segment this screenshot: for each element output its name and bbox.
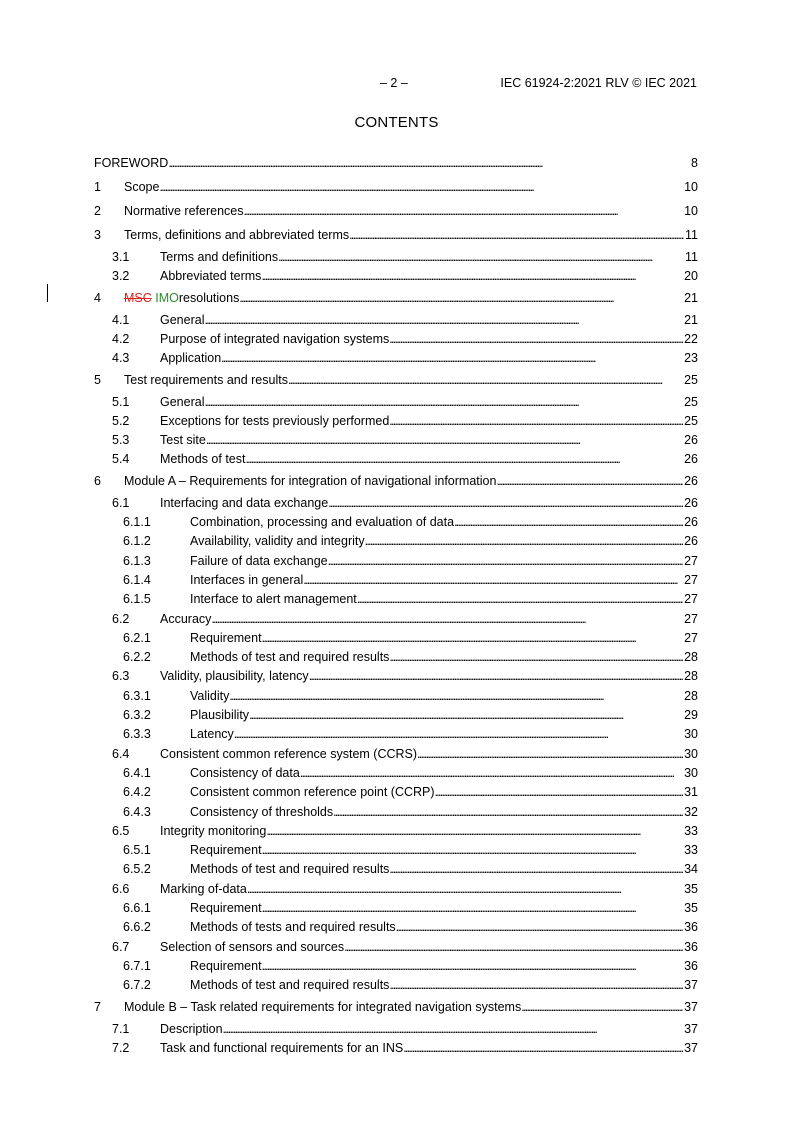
dot-leader bbox=[333, 805, 683, 819]
dot-leader bbox=[417, 747, 683, 761]
dot-leader bbox=[389, 862, 683, 876]
toc-entry[interactable] bbox=[94, 373, 698, 389]
toc-entry-page: 10 bbox=[684, 204, 698, 218]
toc-entry-number: 6.5.1 bbox=[123, 843, 151, 858]
toc-entry-title-line bbox=[124, 291, 683, 305]
toc-entry[interactable] bbox=[94, 650, 698, 666]
toc-entry-title: Integrity monitoring bbox=[160, 823, 267, 838]
toc-entry-title: Failure of data exchange bbox=[190, 553, 328, 568]
toc-entry-title: Methods of test and required results bbox=[190, 978, 390, 993]
toc-entry-page: 37 bbox=[684, 1040, 698, 1055]
toc-entry[interactable] bbox=[94, 766, 698, 782]
toc-entry-page: 25 bbox=[684, 413, 698, 428]
toc-entry-number: 5 bbox=[94, 372, 101, 387]
toc-entry-title: Methods of test and required results bbox=[190, 862, 390, 877]
toc-entry-title: General bbox=[160, 312, 205, 327]
toc-entry[interactable] bbox=[94, 414, 698, 430]
dot-leader bbox=[229, 689, 683, 703]
toc-entry-title: Latency bbox=[190, 727, 234, 742]
toc-entry-title-line bbox=[190, 805, 683, 819]
toc-entry-title-line bbox=[160, 414, 683, 428]
toc-entry[interactable] bbox=[94, 978, 698, 994]
dot-leader bbox=[204, 395, 683, 409]
toc-entry[interactable] bbox=[94, 395, 698, 411]
dot-leader bbox=[245, 452, 683, 466]
toc-entry[interactable] bbox=[94, 496, 698, 512]
toc-entry-title: Consistency of thresholds bbox=[190, 804, 334, 819]
toc-entry-title-line bbox=[190, 766, 683, 780]
dot-leader bbox=[300, 766, 683, 780]
toc-entry-page: 27 bbox=[684, 630, 698, 645]
toc-entry-title-line bbox=[160, 747, 683, 761]
toc-entry-title-line bbox=[190, 901, 683, 915]
toc-entry[interactable] bbox=[94, 805, 698, 821]
toc-entry[interactable] bbox=[94, 689, 698, 705]
toc-entry-page: 30 bbox=[684, 765, 698, 780]
toc-entry-number: 2 bbox=[94, 204, 101, 218]
toc-entry-title: Consistency of data bbox=[190, 765, 300, 780]
toc-entry-page: 27 bbox=[684, 572, 698, 587]
toc-entry-title-line bbox=[160, 612, 683, 626]
toc-entry-page: 27 bbox=[684, 611, 698, 626]
toc-entry-title: Application bbox=[160, 351, 222, 366]
toc-entry-number: 4.2 bbox=[112, 331, 130, 346]
toc-entry[interactable] bbox=[94, 747, 698, 763]
toc-entry-number: 5.3 bbox=[112, 433, 130, 448]
toc-entry-title-line bbox=[160, 882, 683, 896]
dot-leader bbox=[261, 269, 683, 283]
toc-entry[interactable] bbox=[94, 1041, 698, 1057]
dot-leader bbox=[211, 612, 683, 626]
toc-entry-title-line bbox=[190, 534, 683, 548]
toc-entry-page: 21 bbox=[684, 312, 698, 327]
toc-entry-title: Methods of test and required results bbox=[190, 650, 390, 665]
toc-entry-page: 26 bbox=[684, 433, 698, 448]
toc-entry-number: 7 bbox=[94, 999, 101, 1014]
toc-entry[interactable] bbox=[94, 291, 698, 307]
toc-entry-title-line bbox=[94, 156, 690, 170]
toc-entry-title: Accuracy bbox=[160, 611, 212, 626]
toc-entry-title-line bbox=[160, 496, 683, 510]
toc-entry-title: Module B – Task related requirements for integrated navigation systems bbox=[124, 999, 522, 1014]
toc-entry[interactable] bbox=[94, 940, 698, 956]
toc-entry-number: 3.1 bbox=[112, 250, 130, 264]
dot-leader bbox=[239, 291, 683, 305]
dot-leader bbox=[249, 708, 683, 722]
dot-leader bbox=[288, 373, 683, 387]
toc-entry-page: 33 bbox=[684, 823, 698, 838]
toc-entry-title-line bbox=[124, 180, 683, 194]
dot-leader bbox=[204, 313, 683, 327]
toc-entry-title-line bbox=[190, 727, 683, 741]
toc-entry-number: 6.7.1 bbox=[123, 958, 151, 973]
toc-entry-page: 25 bbox=[684, 394, 698, 409]
toc-entry[interactable] bbox=[94, 554, 698, 570]
toc-entry-page: 26 bbox=[684, 534, 698, 549]
toc-entry-number: 6.1 bbox=[112, 495, 130, 510]
toc-entry[interactable] bbox=[94, 882, 698, 898]
toc-entry-title: Requirement bbox=[190, 958, 262, 973]
toc-entry[interactable] bbox=[94, 250, 698, 266]
toc-entry-number: 6.4.2 bbox=[123, 785, 151, 800]
dot-leader bbox=[496, 474, 683, 488]
toc-entry[interactable] bbox=[94, 332, 698, 348]
toc-entry-title: Terms, definitions and abbreviated terms bbox=[124, 228, 350, 242]
toc-entry-page: 30 bbox=[684, 727, 698, 742]
toc-entry-title-line bbox=[190, 631, 683, 645]
toc-entry-title: Combination, processing and evaluation of data bbox=[190, 515, 455, 529]
toc-entry-number: 6.7 bbox=[112, 939, 130, 954]
toc-entry[interactable] bbox=[94, 669, 698, 685]
toc-entry[interactable] bbox=[94, 433, 698, 449]
toc-entry-page: 21 bbox=[684, 290, 698, 305]
toc-entry-number: 5.1 bbox=[112, 394, 130, 409]
toc-entry-title-line bbox=[190, 573, 683, 587]
dot-leader bbox=[403, 1041, 683, 1055]
toc-entry-page: 34 bbox=[684, 862, 698, 877]
toc-entry-number: 7.1 bbox=[112, 1021, 130, 1036]
toc-entry[interactable] bbox=[94, 204, 698, 220]
toc-entry-title: General bbox=[160, 394, 205, 409]
dot-leader bbox=[328, 496, 683, 510]
toc-entry-page: 30 bbox=[684, 746, 698, 761]
toc-entry-page: 8 bbox=[691, 156, 698, 170]
toc-entry-number: 6.1.1 bbox=[123, 515, 151, 529]
toc-entry-number: 6.2.2 bbox=[123, 650, 151, 665]
dot-leader bbox=[309, 669, 683, 683]
toc-entry-title-line bbox=[160, 824, 683, 838]
toc-entry-page: 11 bbox=[685, 228, 698, 242]
deleted-text: MSC bbox=[124, 290, 152, 305]
dot-leader bbox=[262, 843, 684, 857]
dot-leader bbox=[349, 228, 684, 242]
toc-entry[interactable] bbox=[94, 1000, 698, 1016]
toc-entry-number: 3.2 bbox=[112, 269, 130, 284]
toc-entry-number: 6.3 bbox=[112, 669, 130, 684]
toc-entry-title: Requirement bbox=[190, 901, 262, 915]
toc-entry[interactable] bbox=[94, 1022, 698, 1038]
toc-entry-title-line bbox=[190, 554, 683, 568]
toc-entry-title-line bbox=[190, 650, 683, 664]
dot-leader bbox=[206, 433, 683, 447]
toc-entry-number: 6.6.1 bbox=[123, 901, 151, 915]
toc-entry-title: Description bbox=[160, 1021, 223, 1036]
toc-entry-title: Purpose of integrated navigation systems bbox=[160, 331, 390, 346]
page-title: CONTENTS bbox=[354, 114, 439, 131]
dot-leader bbox=[521, 1000, 683, 1014]
toc-entry-page: 32 bbox=[684, 804, 698, 819]
toc-entry-title: FOREWORD bbox=[94, 156, 169, 170]
dot-leader bbox=[247, 882, 683, 896]
dot-leader bbox=[262, 631, 684, 645]
toc-entry-title-line bbox=[190, 785, 683, 799]
toc-entry-title-line bbox=[190, 862, 683, 876]
toc-entry-page: 26 bbox=[684, 515, 698, 529]
toc-entry-title: Validity bbox=[190, 688, 230, 703]
toc-entry-title: Consistent common reference system (CCRS) bbox=[160, 746, 418, 761]
toc-entry-title: Consistent common reference point (CCRP) bbox=[190, 785, 435, 800]
toc-entry-number: 6.5.2 bbox=[123, 862, 151, 877]
toc-entry[interactable] bbox=[94, 843, 698, 859]
toc-entry[interactable] bbox=[94, 452, 698, 468]
dot-leader bbox=[168, 156, 690, 170]
toc-entry-page: 23 bbox=[684, 351, 698, 366]
dot-leader bbox=[357, 592, 683, 606]
toc-entry-page: 35 bbox=[684, 881, 698, 896]
toc-entry-number: 5.4 bbox=[112, 452, 130, 467]
page-number: – 2 – bbox=[380, 76, 408, 90]
toc-entry-number: 1 bbox=[94, 180, 101, 194]
toc-entry-page: 29 bbox=[684, 708, 698, 722]
dot-leader bbox=[328, 554, 684, 568]
toc-entry-page: 37 bbox=[684, 999, 698, 1014]
toc-entry[interactable] bbox=[94, 824, 698, 840]
toc-entry-title: Validity, plausibility, latency bbox=[160, 669, 309, 684]
toc-entry-title: Interfaces in general bbox=[190, 572, 304, 587]
toc-entry-title: Selection of sensors and sources bbox=[160, 939, 345, 954]
dot-leader bbox=[262, 901, 684, 915]
dot-leader bbox=[344, 940, 683, 954]
toc-entry[interactable] bbox=[94, 612, 698, 628]
toc-entry[interactable] bbox=[94, 474, 698, 490]
toc-entry-number: 6.2.1 bbox=[123, 630, 151, 645]
inserted-text: IMO bbox=[155, 290, 179, 305]
toc-entry-title: Task and functional requirements for an INS bbox=[160, 1040, 404, 1055]
toc-entry-number: 6.6.2 bbox=[123, 920, 151, 935]
toc-entry-title: Methods of test bbox=[160, 452, 246, 467]
toc-entry[interactable] bbox=[94, 313, 698, 329]
toc-entry-page: 11 bbox=[685, 250, 698, 264]
toc-entry-page: 27 bbox=[684, 553, 698, 568]
toc-entry-page: 36 bbox=[684, 939, 698, 954]
toc-entry-number: 6 bbox=[94, 473, 101, 488]
toc-entry-page: 22 bbox=[684, 331, 698, 346]
toc-entry-title: Exceptions for tests previously performed bbox=[160, 413, 390, 428]
toc-entry-title: Plausibility bbox=[190, 708, 250, 722]
toc-entry-title: Abbreviated terms bbox=[160, 269, 262, 284]
toc-entry-page: 36 bbox=[684, 958, 698, 973]
toc-entry[interactable] bbox=[94, 708, 698, 724]
toc-entry[interactable] bbox=[94, 573, 698, 589]
toc-entry-number: 6.6 bbox=[112, 881, 130, 896]
toc-entry-page: 28 bbox=[684, 688, 698, 703]
toc-entry-number: 6.1.2 bbox=[123, 534, 151, 549]
toc-entry[interactable] bbox=[94, 920, 698, 936]
toc-entry-number: 6.4 bbox=[112, 746, 130, 761]
dot-leader bbox=[389, 332, 683, 346]
toc-entry-page: 20 bbox=[684, 269, 698, 284]
dot-leader bbox=[396, 920, 683, 934]
toc-entry-number: 4.1 bbox=[112, 312, 130, 327]
dot-leader bbox=[159, 180, 683, 194]
toc-entry-page: 26 bbox=[684, 473, 698, 488]
toc-entry-title-line bbox=[124, 1000, 683, 1014]
toc-entry-number: 6.3.3 bbox=[123, 727, 151, 742]
toc-entry-title-line bbox=[160, 433, 683, 447]
toc-entry-number: 6.4.3 bbox=[123, 804, 151, 819]
toc-entry-title-line bbox=[124, 228, 684, 242]
toc-entry-title-line bbox=[190, 689, 683, 703]
toc-entry-title: Methods of tests and required results bbox=[190, 920, 396, 935]
toc-entry-title-line bbox=[160, 250, 684, 264]
toc-entry-title-line bbox=[160, 351, 683, 365]
toc-entry-title: Requirement bbox=[190, 630, 262, 645]
toc-entry-page: 28 bbox=[684, 669, 698, 684]
dot-leader bbox=[454, 515, 683, 529]
toc-entry-page: 26 bbox=[684, 495, 698, 510]
toc-entry-title-line bbox=[160, 940, 683, 954]
dot-leader bbox=[435, 785, 684, 799]
dot-leader bbox=[303, 573, 683, 587]
toc-entry-number: 6.2 bbox=[112, 611, 130, 626]
toc-entry-title: Terms and definitions bbox=[160, 250, 279, 264]
toc-entry-number: 3 bbox=[94, 228, 101, 242]
toc-entry[interactable] bbox=[94, 959, 698, 975]
page-header bbox=[0, 76, 793, 92]
toc-entry-number: 6.4.1 bbox=[123, 765, 151, 780]
revision-change-bar bbox=[47, 284, 48, 302]
toc-entry[interactable] bbox=[94, 631, 698, 647]
toc-entry-page: 25 bbox=[684, 372, 698, 387]
toc-entry[interactable] bbox=[94, 228, 698, 244]
toc-entry-title: Requirement bbox=[190, 843, 262, 858]
toc-entry-title-line bbox=[190, 843, 683, 857]
dot-leader bbox=[389, 978, 683, 992]
toc-entry-title: Test site bbox=[160, 433, 206, 448]
toc-entry-title: Module A – Requirements for integration of navigational information bbox=[124, 473, 497, 488]
toc-entry-title-line bbox=[190, 978, 683, 992]
toc-entry-number: 5.2 bbox=[112, 413, 130, 428]
toc-entry-title-line bbox=[160, 332, 683, 346]
toc-entry-title: Scope bbox=[124, 180, 160, 194]
dot-leader bbox=[389, 414, 683, 428]
toc-entry-title-line bbox=[160, 452, 683, 466]
dot-leader bbox=[266, 824, 683, 838]
dot-leader bbox=[389, 650, 683, 664]
toc-entry-title-line bbox=[190, 592, 683, 606]
toc-entry-number: 6.3.1 bbox=[123, 688, 151, 703]
toc-entry-page: 27 bbox=[684, 592, 698, 607]
toc-entry-title: resolutions bbox=[178, 290, 240, 305]
toc-entry-page: 36 bbox=[684, 920, 698, 935]
dot-leader bbox=[221, 351, 683, 365]
toc-entry-page: 33 bbox=[684, 843, 698, 858]
toc-entry[interactable] bbox=[94, 156, 698, 172]
toc-entry[interactable] bbox=[94, 901, 698, 917]
toc-entry-title-line bbox=[124, 204, 683, 218]
toc-entry[interactable] bbox=[94, 534, 698, 550]
toc-entry-page: 31 bbox=[684, 785, 698, 800]
toc-entry-number: 4.3 bbox=[112, 351, 130, 366]
toc-entry-title: Availability, validity and integrity bbox=[190, 534, 365, 549]
toc-entry-title-line bbox=[160, 669, 683, 683]
toc-entry[interactable] bbox=[94, 351, 698, 367]
toc-entry-number: 6.3.2 bbox=[123, 708, 151, 722]
toc-entry[interactable] bbox=[94, 727, 698, 743]
toc-entry-title: Test requirements and results bbox=[124, 372, 288, 387]
toc-entry-number: 7.2 bbox=[112, 1040, 130, 1055]
toc-entry-page: 26 bbox=[684, 452, 698, 467]
toc-entry-page: 37 bbox=[684, 978, 698, 993]
toc-entry[interactable] bbox=[94, 785, 698, 801]
toc-entry-title: Marking of-data bbox=[160, 881, 247, 896]
toc-entry-number: 6.1.4 bbox=[123, 572, 151, 587]
dot-leader bbox=[278, 250, 684, 264]
toc-entry-page: 37 bbox=[684, 1021, 698, 1036]
toc-entry-title-line bbox=[190, 920, 683, 934]
toc-entry[interactable] bbox=[94, 180, 698, 196]
toc-entry-page: 35 bbox=[684, 901, 698, 915]
toc-entry-number: 6.7.2 bbox=[123, 978, 151, 993]
toc-entry-title-line bbox=[160, 313, 683, 327]
dot-leader bbox=[223, 1022, 684, 1036]
dot-leader bbox=[244, 204, 684, 218]
toc-entry-title-line bbox=[124, 474, 683, 488]
toc-entry-title-line bbox=[160, 395, 683, 409]
toc-entry-title: Interfacing and data exchange bbox=[160, 495, 329, 510]
toc-entry-title-line bbox=[190, 959, 683, 973]
document-id: IEC 61924-2:2021 RLV © IEC 2021 bbox=[500, 76, 697, 90]
toc-entry-title-line bbox=[124, 373, 683, 387]
toc-entry-title: Normative references bbox=[124, 204, 244, 218]
toc-entry-number: 6.1.3 bbox=[123, 553, 151, 568]
toc-entry-number: 6.5 bbox=[112, 823, 130, 838]
toc-entry-title-line bbox=[190, 515, 683, 529]
toc-entry-title-line bbox=[160, 1041, 683, 1055]
dot-leader bbox=[262, 959, 684, 973]
toc-entry-title-line bbox=[190, 708, 683, 722]
toc-entry-page: 10 bbox=[684, 180, 698, 194]
dot-leader bbox=[234, 727, 683, 741]
toc-entry[interactable] bbox=[94, 862, 698, 878]
toc-entry[interactable] bbox=[94, 269, 698, 285]
toc-entry-page: 28 bbox=[684, 650, 698, 665]
toc-entry[interactable] bbox=[94, 592, 698, 608]
toc-entry[interactable] bbox=[94, 515, 698, 531]
toc-entry-number: 4 bbox=[94, 290, 101, 305]
dot-leader bbox=[365, 534, 683, 548]
toc-entry-title-line bbox=[160, 1022, 683, 1036]
toc-entry-title-line bbox=[160, 269, 683, 283]
toc-entry-number: 6.1.5 bbox=[123, 592, 151, 607]
toc-entry-title: Interface to alert management bbox=[190, 592, 357, 607]
